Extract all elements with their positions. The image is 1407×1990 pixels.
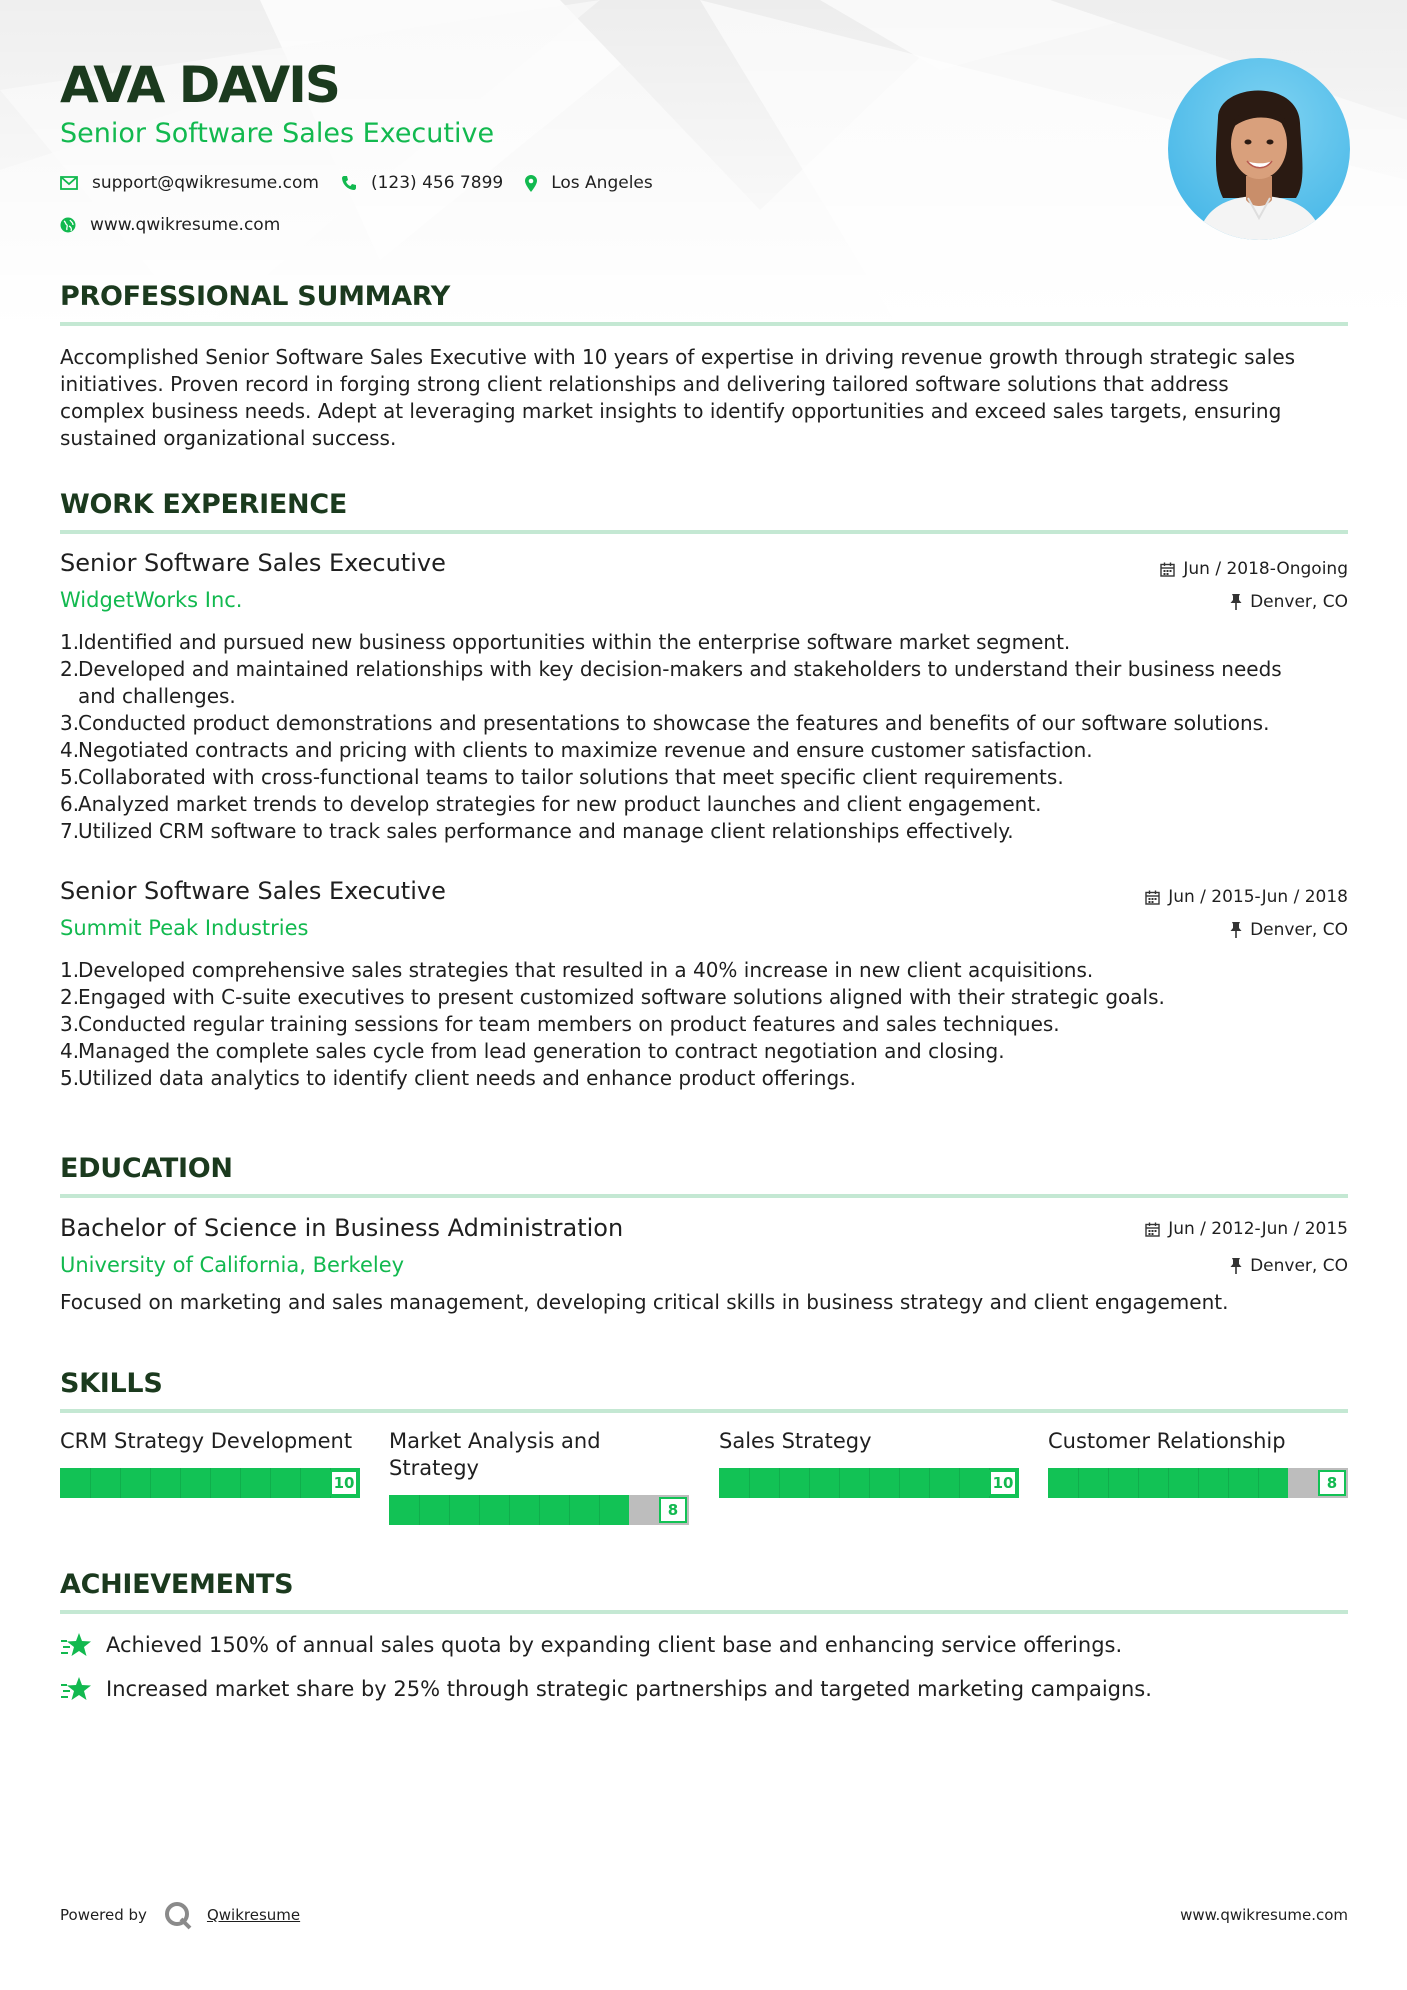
skill-level-badge: 10: [330, 1470, 358, 1496]
skill-level-badge: 8: [1318, 1470, 1346, 1496]
skill-bar-segment: [300, 1468, 301, 1498]
skill-item: [1048, 1428, 1348, 1492]
skill-bar: [60, 1468, 360, 1498]
footer-powered-by: [60, 1900, 300, 1930]
list-item: 4. Managed the complete sales cycle from lead generation to contract negotiation and closing.: [60, 1039, 1005, 1063]
skill-bar-segment: [1168, 1468, 1169, 1498]
summary-line: initiatives. Proven record in forging strong client relationships and delivering tailored software solutions that address: [60, 372, 1229, 396]
job-dates-text: Jun / 2015-Jun / 2018: [1168, 887, 1348, 907]
summary-line: sustained organizational success.: [60, 426, 397, 450]
skill-level-badge: 8: [659, 1497, 687, 1523]
contact-email[interactable]: [60, 173, 319, 193]
phone-icon: [341, 175, 357, 191]
section-title-education: EDUCATION: [60, 1153, 1348, 1198]
section-title-achievements: ACHIEVEMENTS: [60, 1569, 1348, 1614]
education-description: Focused on marketing and sales management, developing critical skills in business strategy and client engagement.: [60, 1290, 1229, 1314]
skill-bar: [1048, 1468, 1348, 1498]
job-bullets: [60, 629, 1350, 845]
summary-line: Accomplished Senior Software Sales Executive with 10 years of expertise in driving revenue growth through strategic sales: [60, 345, 1296, 369]
list-item: 3. Conducted regular training sessions for team members on product features and sales techniques.: [60, 1012, 1060, 1036]
skill-item: [60, 1428, 360, 1492]
brand-link[interactable]: Qwikresume: [206, 1906, 301, 1924]
education-degree: Bachelor of Science in Business Administration: [60, 1214, 624, 1242]
summary-line: complex business needs. Adept at leveraging market insights to identify opportunities and exceed sales targets, ensuring: [60, 399, 1282, 423]
skill-bar-segment: [240, 1468, 241, 1498]
job-location-text: Denver, CO: [1250, 592, 1348, 612]
pushpin-icon: [1230, 594, 1242, 610]
job-dates-text: Jun / 2018-Ongoing: [1183, 559, 1348, 579]
job-company: Summit Peak Industries: [60, 916, 309, 940]
skill-name: Customer Relationship: [1048, 1429, 1286, 1453]
skill-name: Sales Strategy: [719, 1429, 872, 1453]
contact-website[interactable]: [60, 215, 280, 235]
education-location-text: Denver, CO: [1250, 1256, 1348, 1276]
skill-bar-segment: [449, 1495, 450, 1525]
list-item: 7. Utilized CRM software to track sales performance and manage client relationships effectively.: [60, 819, 1014, 843]
contact-row-secondary: [60, 215, 302, 235]
skill-bar-segment: [210, 1468, 211, 1498]
skill-bar-segment: [1138, 1468, 1139, 1498]
skill-bar-segment: [1108, 1468, 1109, 1498]
section-title-skills: SKILLS: [60, 1368, 1348, 1413]
skill-bar-segment: [120, 1468, 121, 1498]
skill-level-badge: 10: [989, 1470, 1017, 1496]
list-item: 3. Conducted product demonstrations and presentations to showcase the features and benefits of our software solutions.: [60, 711, 1270, 735]
list-item: 1. Developed comprehensive sales strategies that resulted in a 40% increase in new client acquisitions.: [60, 958, 1094, 982]
skill-bar-segment: [599, 1495, 600, 1525]
education-dates-text: Jun / 2012-Jun / 2015: [1168, 1219, 1348, 1239]
skill-bar: [389, 1495, 689, 1525]
list-item: 1. Identified and pursued new business opportunities within the enterprise software market segment.: [60, 630, 1071, 654]
star-icon: [60, 1676, 92, 1702]
candidate-role: Senior Software Sales Executive: [60, 118, 495, 149]
skill-bar-segment: [959, 1468, 960, 1498]
job-location-text: Denver, CO: [1250, 920, 1348, 940]
skill-bar-segment: [779, 1468, 780, 1498]
calendar-icon: [1145, 890, 1160, 905]
skill-bar-segment: [1228, 1468, 1229, 1498]
achievement-text: Increased market share by 25% through strategic partnerships and targeted marketing campaigns.: [106, 1677, 1152, 1701]
calendar-icon: [1160, 562, 1175, 577]
email-text: support@qwikresume.com: [92, 173, 319, 193]
section-title-summary: PROFESSIONAL SUMMARY: [60, 281, 1348, 326]
powered-by-label: Powered by: [60, 1906, 147, 1924]
summary-text: [60, 344, 1350, 452]
achievement-item: [60, 1676, 1152, 1702]
skill-bar: [719, 1468, 1019, 1498]
education-school: University of California, Berkeley: [60, 1253, 405, 1277]
skill-bar-segment: [539, 1495, 540, 1525]
contact-row-primary: [60, 173, 675, 193]
skill-bar-segment: [1258, 1468, 1259, 1498]
skill-bar-segment: [150, 1468, 151, 1498]
job-location: [1230, 592, 1348, 612]
skill-bar-segment: [270, 1468, 271, 1498]
skill-name: CRM Strategy Development: [60, 1429, 353, 1453]
skill-bar-segment: [809, 1468, 810, 1498]
list-item: 6. Analyzed market trends to develop strategies for new product launches and client engagement.: [60, 792, 1042, 816]
website-text: www.qwikresume.com: [90, 215, 281, 235]
job-dates: [1145, 887, 1348, 907]
job-company: WidgetWorks Inc.: [60, 588, 243, 612]
education-location: [1230, 1256, 1348, 1276]
skill-bar-segment: [749, 1468, 750, 1498]
education-dates: [1145, 1219, 1348, 1239]
pushpin-icon: [1230, 922, 1242, 938]
skill-bar-segment: [1078, 1468, 1079, 1498]
star-icon: [60, 1632, 92, 1658]
job-title: Senior Software Sales Executive: [60, 877, 446, 905]
skill-bar-segment: [929, 1468, 930, 1498]
list-item: 5. Collaborated with cross-functional teams to tailor solutions that meet specific client requirements.: [60, 765, 1064, 789]
phone-text: (123) 456 7899: [370, 173, 504, 193]
profile-photo: [1168, 58, 1350, 240]
list-item: 5. Utilized data analytics to identify client needs and enhance product offerings.: [60, 1066, 856, 1090]
skill-bar-segment: [509, 1495, 510, 1525]
skill-bar-segment: [569, 1495, 570, 1525]
achievement-text: Achieved 150% of annual sales quota by expanding client base and enhancing service offerings.: [106, 1633, 1123, 1657]
skill-bar-segment: [90, 1468, 91, 1498]
skill-bar-segment: [1198, 1468, 1199, 1498]
list-item: 2. Engaged with C-suite executives to present customized software solutions aligned with their strategic goals.: [60, 985, 1165, 1009]
job-bullets: [60, 957, 1350, 1092]
qwikresume-logo-icon: [163, 1900, 193, 1930]
map-pin-icon: [525, 175, 537, 192]
pushpin-icon: [1230, 1258, 1242, 1274]
contact-phone[interactable]: [341, 173, 503, 193]
globe-icon: [60, 217, 76, 233]
skill-name: Market Analysis and Strategy: [389, 1429, 601, 1480]
candidate-name: AVA DAVIS: [60, 56, 339, 114]
skill-item: [719, 1428, 1019, 1492]
section-title-experience: WORK EXPERIENCE: [60, 489, 1348, 534]
skill-bar-segment: [869, 1468, 870, 1498]
skill-bar-segment: [419, 1495, 420, 1525]
calendar-icon: [1145, 1222, 1160, 1237]
skill-item: [389, 1428, 689, 1519]
job-location: [1230, 920, 1348, 940]
achievement-item: [60, 1632, 1122, 1658]
location-text: Los Angeles: [551, 173, 653, 193]
contact-location: [525, 173, 653, 193]
list-item: and challenges.: [78, 684, 236, 708]
envelope-icon: [60, 176, 78, 190]
job-dates: [1160, 559, 1348, 579]
skill-bar-segment: [839, 1468, 840, 1498]
footer-website[interactable]: www.qwikresume.com: [1180, 1906, 1348, 1924]
skill-bar-segment: [479, 1495, 480, 1525]
job-title: Senior Software Sales Executive: [60, 549, 446, 577]
list-item: 4. Negotiated contracts and pricing with clients to maximize revenue and ensure customer satisfaction.: [60, 738, 1093, 762]
list-item: 2. Developed and maintained relationships with key decision-makers and stakeholders to understand their business needs: [60, 657, 1282, 681]
skill-bar-segment: [180, 1468, 181, 1498]
skill-bar-segment: [899, 1468, 900, 1498]
